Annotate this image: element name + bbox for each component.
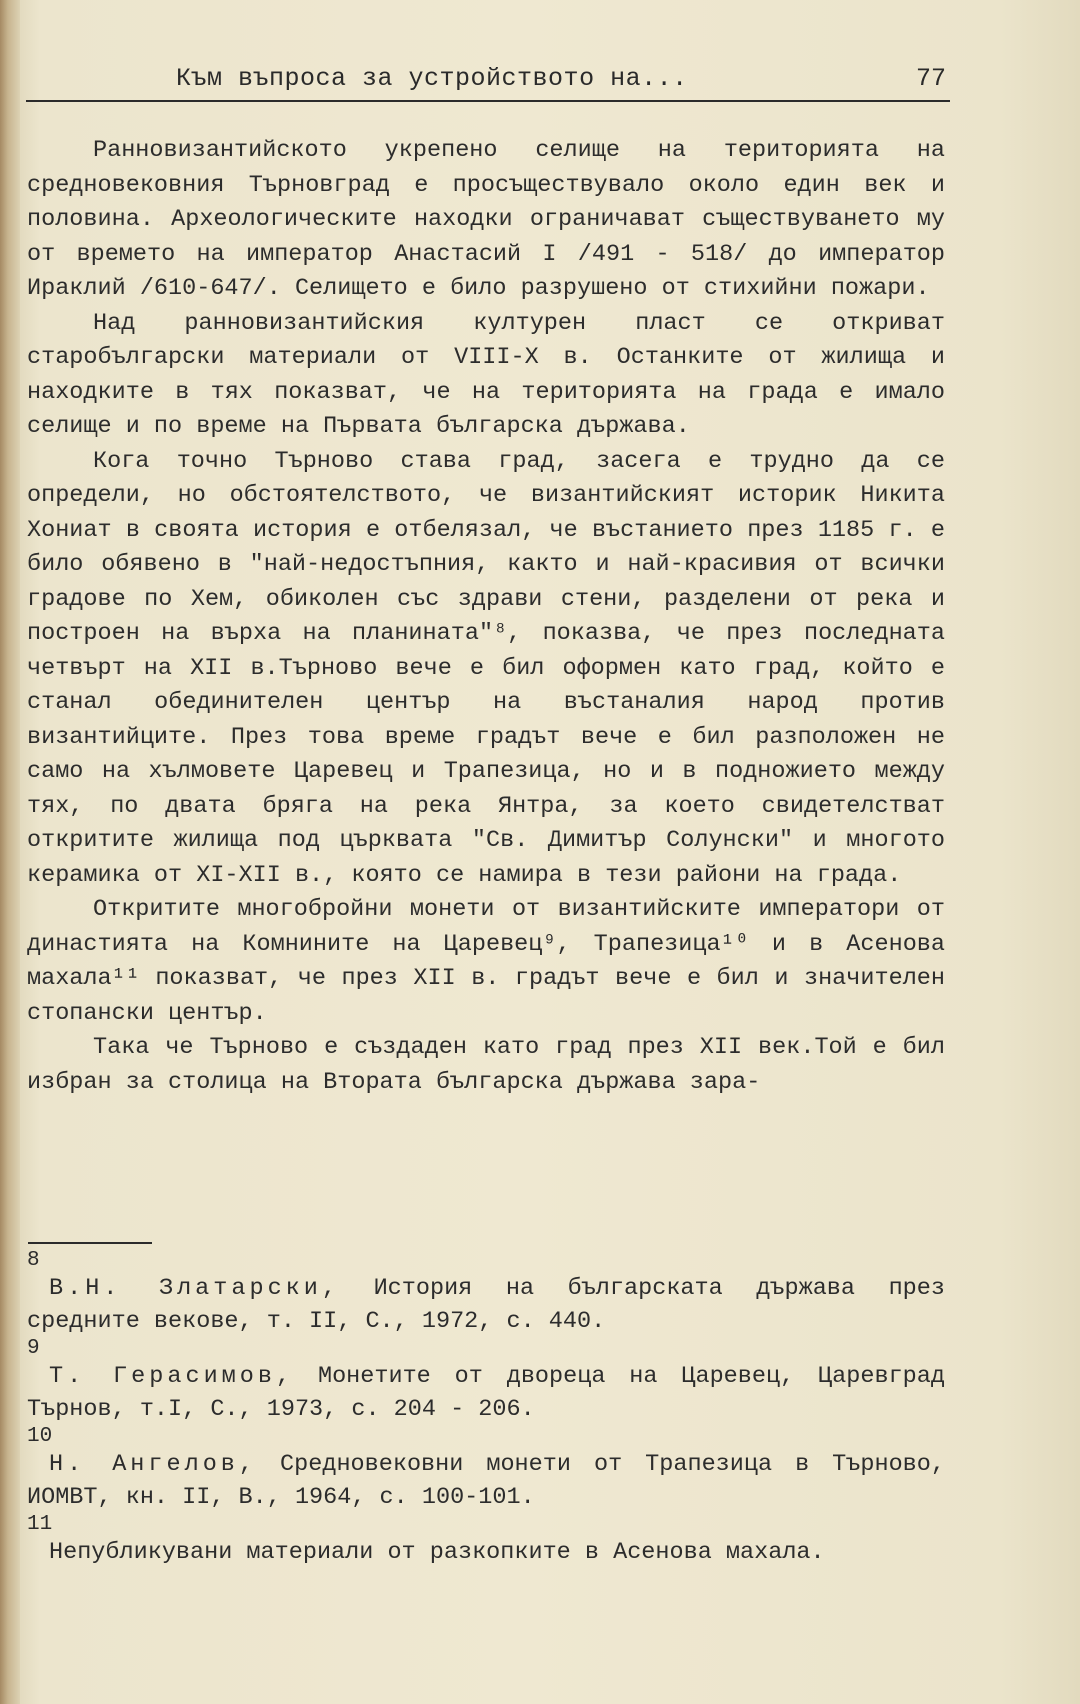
main-text [27,134,945,1100]
footnote-author: Т. Герасимов, [49,1363,295,1390]
running-title: Към въпроса за устройството на... [176,64,688,93]
paragraph-3: Кога точно Търново става град, засега е трудно да се определи, но обстоятелството, че византийският историк Никита Хониат в своята история е отбелязал, че въстанието през 1185 г. е било обявено в "най-недостъпния, както и най-красивия от всички градове по Хем, обиколен със здрави стени, разделени от река и построен на върха на планината"⁸, показва, че през последната четвърт на XII в.Търново вече е бил оформен като град, който е станал обединителен център на въстаналия народ против византийците. През това време градът вече е бил разположен не само на хълмовете Царевец и Трапезица, но и в подножието между тях, по двата бряга на река Янтра, за което свидетелстват откритите жилища под църквата "Св. Димитър Солунски" и многото керамика от XI-XII в., която се намира в тези райони на града. [27,447,945,889]
footnote-citation: Монетите от двореца на Царевец, Царевград Търнов, т.I, С., 1973, с. 204 - 206. [27,1363,945,1423]
paragraph-4: Откритите многобройни монети от византийските императори от династията на Комнините на Царевец⁹, Трапезица¹⁰ и в Асенова махала¹¹ показват, че през XII в. градът вече е бил и значителен стопански център. [27,896,945,1027]
footnote-9 [27,1338,945,1426]
running-header [26,62,950,102]
paragraph-5: Така че Търново е създаден като град през XII век.Той е бил избран за столица на Втората българска държава зара- [27,1034,945,1096]
footnote-number: 8 [27,1249,40,1272]
footnote-number: 9 [27,1337,40,1360]
page-number: 77 [915,64,946,93]
footnote-10 [27,1426,945,1514]
footnote-number: 10 [27,1425,53,1448]
footnote-citation: Непубликувани материали от разкопките в Асенова махала. [49,1539,825,1566]
footnote-text [27,1536,945,1569]
book-spine-shadow [0,0,20,1704]
footnote-text [27,1360,945,1426]
footnotes [27,1250,945,1569]
paragraph-2: Над ранновизантийския културен пласт се откриват старобългарски материали от VIII-Х в. Останките от жилища и находките в тях показват, че на територията на града е имало селище и по време на Първата българска държава. [27,309,945,440]
footnote-citation: Средновековни монети от Трапезица в Търново, ИОМВТ, кн. II, В., 1964, с. 100-101. [27,1451,945,1511]
footnote-number: 11 [27,1513,53,1536]
footnote-text [27,1448,945,1514]
footnote-author: Н. Ангелов, [49,1451,258,1478]
footnote-8 [27,1250,945,1338]
footnote-citation: История на българската държава през средните векове, т. II, С., 1972, с. 440. [27,1275,945,1335]
paragraph-1: Ранновизантийското укрепено селище на територията на средновековния Търновград е просъществувало около един век и половина. Археологическите находки ограничават съществуването му от времето на император Анастасий I /491 - 518/ до император Ираклий /610-647/. Селището е било разрушено от стихийни пожари. [27,137,945,302]
footnote-text [27,1272,945,1338]
footnote-author: В.Н. Златарски, [49,1275,340,1302]
footnote-separator [28,1242,152,1244]
footnote-11 [27,1514,945,1569]
